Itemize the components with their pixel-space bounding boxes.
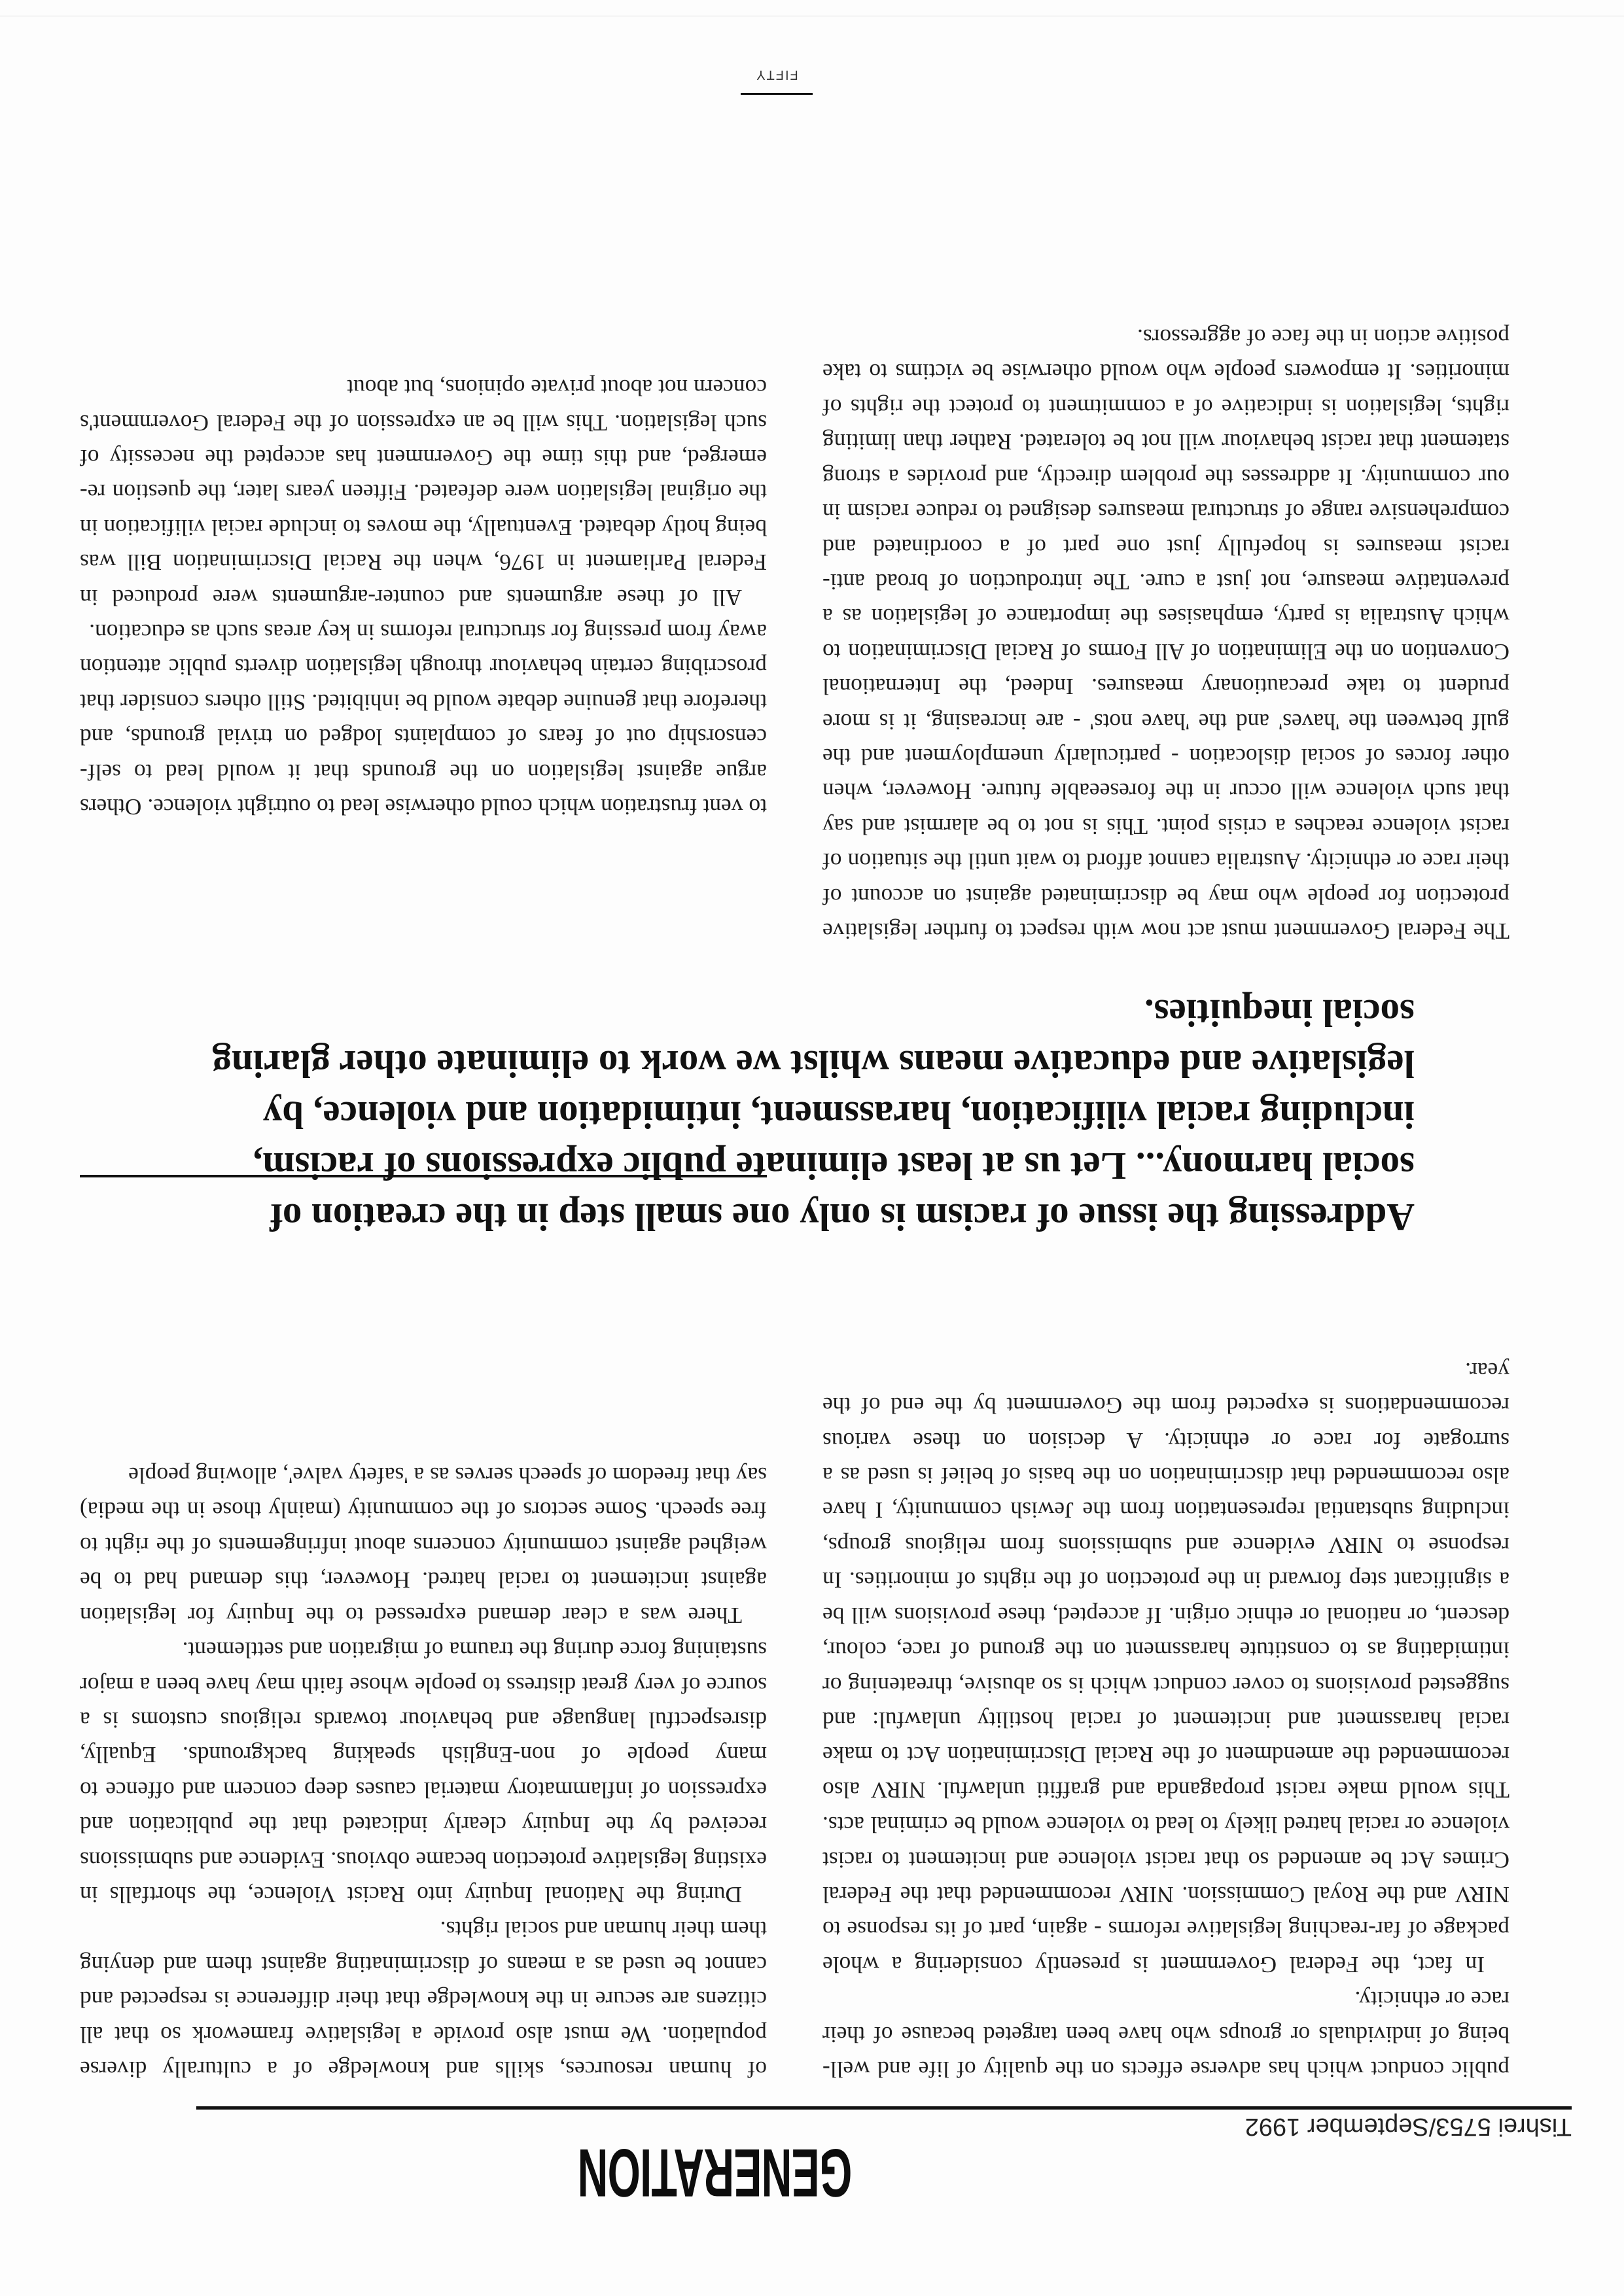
column-left-bottom	[80, 370, 767, 824]
paragraph: The Federal Government must act now with respect to further legislative protection for people who may be discriminated against on account of their race or ethnicity. Australia cannot afford to wait until the situation of racist violence reaches a crisis point. This is not to be alarmist and say that such violence will occur in the foreseeable future. However, when other forces of social dislocation - particularly unemployment and the gulf between the 'haves' and the 'have nots' - are increasing, it is more prudent to take precautionary measures. Indeed, the International Convention on the Elimination of All Forms of Racial Discrimination to which Australia is party, emphasises the importance of legislation as a preventative measure, not just a cure. The introduction of broad anti-racist measures is hopefully just one part of a coordinated and comprehensive range of structural measures designed to reduce racism in our community. It addresses the problem directly, and provides a strong statement that racist behaviour will not be tolerated. Rather than limiting rights, legislation is indicative of a commitment to protect the rights of minorities. It empowers people who would otherwise be victims to take positive action in the face of aggressors.	[822, 324, 1509, 945]
folio-rule	[741, 93, 813, 95]
paragraph: All of these arguments and counter-arguments were produced in Federal Parliament in 1976, when the Racial Discrimination Bill was being hotly debated. Eventually, the moves to include racial vilification in the original legislation were defeated. Fifteen years later, the question re-emerged, and this time the Government has accepted the necessity of such legislation. This will be an expression of the Federal Government's concern not about private opinions, but about	[80, 375, 767, 611]
paragraph: There was a clear demand expressed to the Inquiry for legislation against incitement to racial hatred. However, this demand had to be weighed against community concerns about infringements of the right to free speech. Some sectors of the community (mainly those in the media) say that freedom of speech serves as a 'safety valve', allowing people	[80, 1463, 767, 1629]
column-left-top	[80, 1458, 767, 2087]
column-right-bottom	[822, 320, 1509, 948]
paragraph: to vent frustration which could otherwise lead to outright violence. Others argue against legislation on the grounds that it would lead to self-censorship out of fears of complaints lodged on trivial grounds, and therefore that genuine debate would be inhibited. Still others consider that proscribing certain behaviour through legislation diverts public attention away from pressing for structural reforms in key areas such as education.	[80, 619, 767, 820]
page-number: FIFTY	[755, 67, 798, 82]
masthead-rule	[196, 2106, 1572, 2110]
paragraph: During the National Inquiry into Racist Violence, the shortfalls in existing legislative protection became obvious. Evidence and submissions received by the Inquiry clearly indicated that the publication and expression of inflammatory material causes deep concern and offence to many people of non-English speaking backgrounds. Equally, disrespectful language and behaviour towards religious customs is a source of very great distress to people whose faith may have been a major sustaining force during the trauma of migration and settlement.	[80, 1637, 767, 1908]
paragraph: In fact, the Federal Government is presently considering a whole package of far-reaching legislative reforms - again, part of its response to NIRV and the Royal Commission. NIRV recommended that the Federal Crimes Act be amended so that racist violence and incitement to racist violence or racial hatred likely to lead to violence would be criminal acts. This would make racist propaganda and graffiti unlawful. NIRV also recommended the amendment of the Racial Discrimination Act to make racial harassment and incitement of racial hostility unlawful: and suggested provisions to cover conduct which is so abusive, threatening or intimidating as to constitute harassment on the ground of race, colour, descent, or national or ethnic origin. If accepted, these provisions will be a significant step forward in the protection of the rights of minorities. In response to NIRV evidence and submissions from religious groups, including substantial representation from the Jewish community, I have also recommended that discrimination on the basis of belief is used as a surrogate for race or ethnicity. A decision on these various recommendations is expected from the Government by the end of the year.	[822, 1357, 1509, 1978]
issue-date: Tishrei 5753/September 1992	[1244, 2113, 1572, 2140]
masthead-title: GENERATION	[578, 2134, 853, 2210]
pull-quote: Addressing the issue of racism is only one small step in the creation of social harmony... Let us at least eliminate public expressions of racism, including racial vilification, harassment, intimidation and violence, by legislative and educative means whilst we work to eliminate other glaring social inequities.	[212, 992, 1415, 1239]
paragraph: of human resources, skills and knowledge of a culturally diverse population. We must also provide a legislative framework so that all citizens are secure in the knowledge that their difference is respected and cannot be used as a means of discriminating against them and denying them their human and social rights.	[80, 1917, 767, 2083]
column-right-top	[822, 1353, 1509, 2087]
paragraph: public conduct which has adverse effects on the quality of life and well-being of individuals or groups who have been targeted because of their race or ethnicity.	[822, 1987, 1509, 2083]
